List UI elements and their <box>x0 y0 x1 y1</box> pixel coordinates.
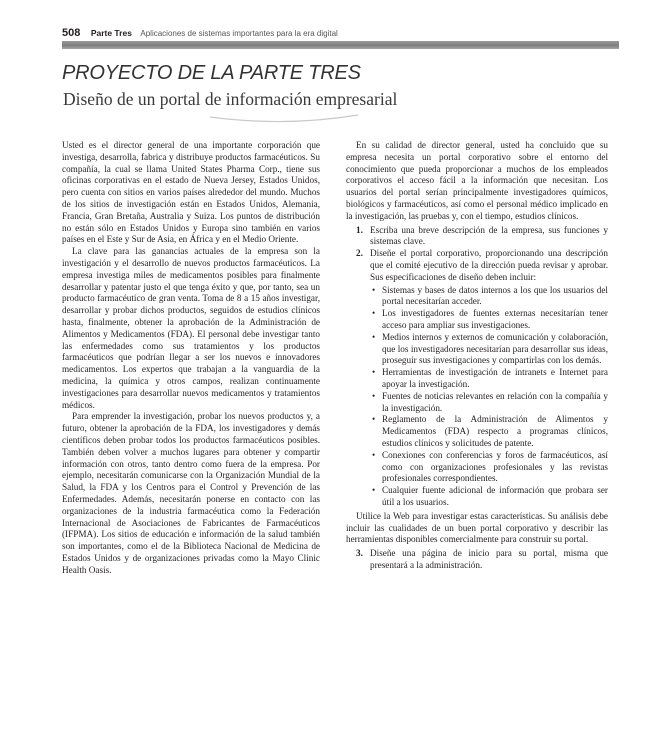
paragraph: La clave para las ganancias actuales de la empresa son la investigación y el desarrollo de nuevos productos farmacéuticos. La empresa investiga miles de medicamentos posibles para finalmente desarrollar y patentar justo el que tenga éxito y que, por tanto, sea un producto farmacéutico de gran venta. Toma de 8 a 15 años investigar, desarrollar y probar dichos productos, seguidos de estudios clínicos hasta, finalmente, obtener la aprobación de la Administración de Alimentos y Medicamentos (FDA). El personal debe investigar tanto las enfermedades como sus tratamientos y los productos farmacéuticos que podrían llegar a ser los nuevos e innovadores medicamentos. Los expertos que trabajan a la vanguardia de la medicina, la química y otros campos, realizan continuamente investigaciones para desarrollar nuevos medicamentos y tratamientos médicos. <box>62 246 320 410</box>
bullet-item: • Conexiones con conferencias y foros de farmacéuticos, así como con organizaciones profesionales y las revistas profesionales correspondientes. <box>370 450 608 485</box>
left-column <box>62 140 320 576</box>
step-number: 1. <box>356 224 363 235</box>
project-title: PROYECTO DE LA PARTE TRES <box>62 62 361 84</box>
steps-list <box>346 225 608 509</box>
part-label: Parte Tres <box>90 28 132 38</box>
project-subtitle: Diseño de un portal de información empresarial <box>63 89 398 109</box>
paragraph: Utilice la Web para investigar estas características. Su análisis debe incluir las cualidades de un buen portal corporativo y describir las herramientas disponibles comercialmente para construir su portal. <box>346 510 608 545</box>
paragraph: Usted es el director general de una importante corporación que investiga, desarrolla, fabrica y distribuye productos farmacéuticos. Su compañía, la cual se llama United States Pharma Corp., tiene sus oficinas corporativas en el estado de Nueva Jersey, Estados Unidos, pero cuenta con sitios en varios países alrededor del mundo. Muchos de los sitios de investigación están en Estados Unidos, Alemania, Francia, Gran Bretaña, Australia y Suiza. Los puntos de distribución no están sólo en Estados Unidos y Europa sino también en varios países en el Este y Sur de Asia, en África y en el Medio Oriente. <box>62 140 320 245</box>
requirements-list <box>370 285 608 509</box>
bullet-item: • Sistemas y bases de datos internos a los que los usuarios del portal necesitarían acceder. <box>370 285 608 309</box>
bullet-item: • Cualquier fuente adicional de información que probara ser útil a los usuarios. <box>370 485 608 509</box>
step-item <box>346 225 608 249</box>
step-text: Diseñe el portal corporativo, proporcionando una descripción que el comité ejecutivo de la dirección pueda revisar y aprobar. Sus especificaciones de diseño deben incluir: <box>370 248 608 282</box>
steps-list <box>346 548 608 572</box>
paragraph: Para emprender la investigación, probar los nuevos productos y, a futuro, obtener la aprobación de la FDA, los investigadores y demás científicos deben probar todos los productos farmacéuticos posibles. También deben volver a muchos lugares para obtener y compartir información con otros, tanto dentro como fuera de la empresa. Por ejemplo, necesitarán comunicarse con la Organización Mundial de la Salud, la FDA y los Centros para el Control y Prevención de las Enfermedades. Además, necesitarán ponerse en contacto con las organizaciones de la industria farmacéutica como la Federación Internacional de Asociaciones de Fabricantes de Farmacéuticos (IFPMA). Los sitios de educación e información de la salud también son importantes, como el de la Biblioteca Nacional de Medicina de Estados Unidos y de organizaciones privadas como la Mayo Clinic Health Oasis. <box>62 411 320 575</box>
step-number: 3. <box>356 548 363 559</box>
running-head-title: Aplicaciones de sistemas importantes para la era digital <box>140 29 338 38</box>
step-text: Diseñe una página de inicio para su portal, misma que presentará a la administración. <box>370 548 608 570</box>
running-head <box>62 23 622 37</box>
bullet-item: • Medios internos y externos de comunicación y colaboración, que los investigadores necesitarían para desarrollar sus ideas, proseguir sus investigaciones y compartirlas con los demás. <box>370 332 608 367</box>
bullet-item: • Los investigadores de fuentes externas necesitarían tener acceso para ampliar sus investigaciones. <box>370 308 608 332</box>
step-number: 2. <box>356 248 363 259</box>
step-item <box>346 248 608 509</box>
page-number: 508 <box>62 27 81 39</box>
intro-paragraph: En su calidad de director general, usted ha concluido que su empresa necesita un portal corporativo sobre el entorno del conocimiento que pueda proporcionar a muchos de los empleados corporativos el acceso fácil a la información que necesitan. Los usuarios del portal serían principalmente investigadores químicos, biológicos y farmacéuticos, así como el personal médico implicado en la investigación, las pruebas y, con el tiempo, estudios clínicos. <box>346 140 608 221</box>
step-text: Escriba una breve descripción de la empresa, sus funciones y sistemas clave. <box>370 224 608 247</box>
bullet-item: • Fuentes de noticias relevantes en relación con la compañía y la investigación. <box>370 391 608 415</box>
step-item <box>346 548 608 572</box>
right-column <box>346 140 608 572</box>
bullet-item: • Reglamento de la Administración de Alimentos y Medicamentos (FDA) respecto a programas clínicos, estudios clínicos y solicitudes de patente. <box>370 414 608 449</box>
header-rule <box>62 41 619 49</box>
decorative-swoosh <box>210 113 360 125</box>
bullet-item: • Herramientas de investigación de intranets e Internet para apoyar la investigación. <box>370 367 608 391</box>
